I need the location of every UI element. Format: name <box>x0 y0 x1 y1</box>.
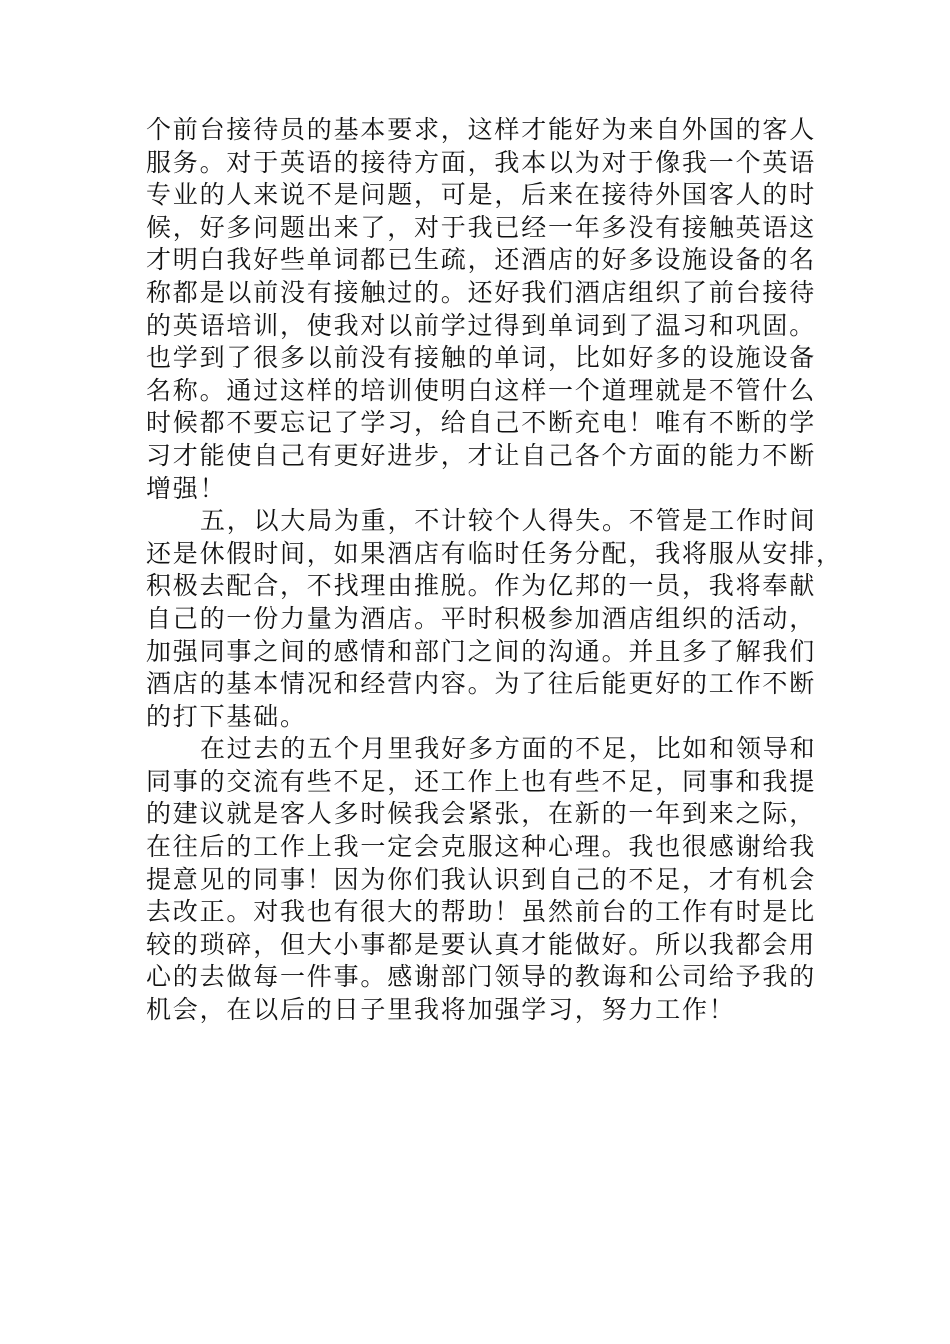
text-line: 还是休假时间，如果酒店有临时任务分配，我将服从安排， <box>146 538 843 568</box>
text-line: 服务。对于英语的接待方面，我本以为对于像我一个英语 <box>146 147 817 177</box>
text-line: 习才能使自己有更好进步，才让自己各个方面的能力不断 <box>146 440 817 470</box>
body-text <box>146 114 843 1027</box>
text-line: 称都是以前没有接触过的。还好我们酒店组织了前台接待 <box>146 277 817 307</box>
text-line: 机会，在以后的日子里我将加强学习，努力工作！ <box>146 995 736 1025</box>
text-line: 的英语培训，使我对以前学过得到单词到了温习和巩固。 <box>146 310 817 340</box>
text-line: 同事的交流有些不足，还工作上也有些不足，同事和我提 <box>146 766 817 796</box>
text-line: 酒店的基本情况和经营内容。为了往后能更好的工作不断 <box>146 669 817 699</box>
text-line: 才明白我好些单词都已生疏，还酒店的好多设施设备的名 <box>146 245 817 275</box>
text-line: 五，以大局为重，不计较个人得失。不管是工作时间 <box>200 506 817 536</box>
text-line: 的建议就是客人多时候我会紧张，在新的一年到来之际， <box>146 799 817 829</box>
text-line: 自己的一份力量为酒店。平时积极参加酒店组织的活动， <box>146 603 817 633</box>
text-line: 也学到了很多以前没有接触的单词，比如好多的设施设备 <box>146 343 817 373</box>
text-line: 心的去做每一件事。感谢部门领导的教诲和公司给予我的 <box>146 962 817 992</box>
text-line: 提意见的同事！因为你们我认识到自己的不足，才有机会 <box>146 864 817 894</box>
text-line: 积极去配合，不找理由推脱。作为亿邦的一员，我将奉献 <box>146 571 817 601</box>
text-line: 个前台接待员的基本要求，这样才能好为来自外国的客人 <box>146 115 817 144</box>
text-line: 的打下基础。 <box>146 701 307 731</box>
text-line: 名称。通过这样的培训使明白这样一个道理就是不管什么 <box>146 375 817 405</box>
text-line: 时候都不要忘记了学习，给自己不断充电！唯有不断的学 <box>146 408 817 438</box>
text-line: 候，好多问题出来了，对于我已经一年多没有接触英语这 <box>146 212 817 242</box>
text-line: 去改正。对我也有很大的帮助！虽然前台的工作有时是比 <box>146 897 817 927</box>
text-line: 增强！ <box>146 473 227 503</box>
text-line: 在过去的五个月里我好多方面的不足，比如和领导和 <box>200 734 817 764</box>
text-line: 在往后的工作上我一定会克服这种心理。我也很感谢给我 <box>146 832 817 862</box>
text-line: 专业的人来说不是问题，可是，后来在接待外国客人的时 <box>146 180 817 210</box>
text-line: 较的琐碎，但大小事都是要认真才能做好。所以我都会用 <box>146 929 817 959</box>
text-line: 加强同事之间的感情和部门之间的沟通。并且多了解我们 <box>146 636 817 666</box>
